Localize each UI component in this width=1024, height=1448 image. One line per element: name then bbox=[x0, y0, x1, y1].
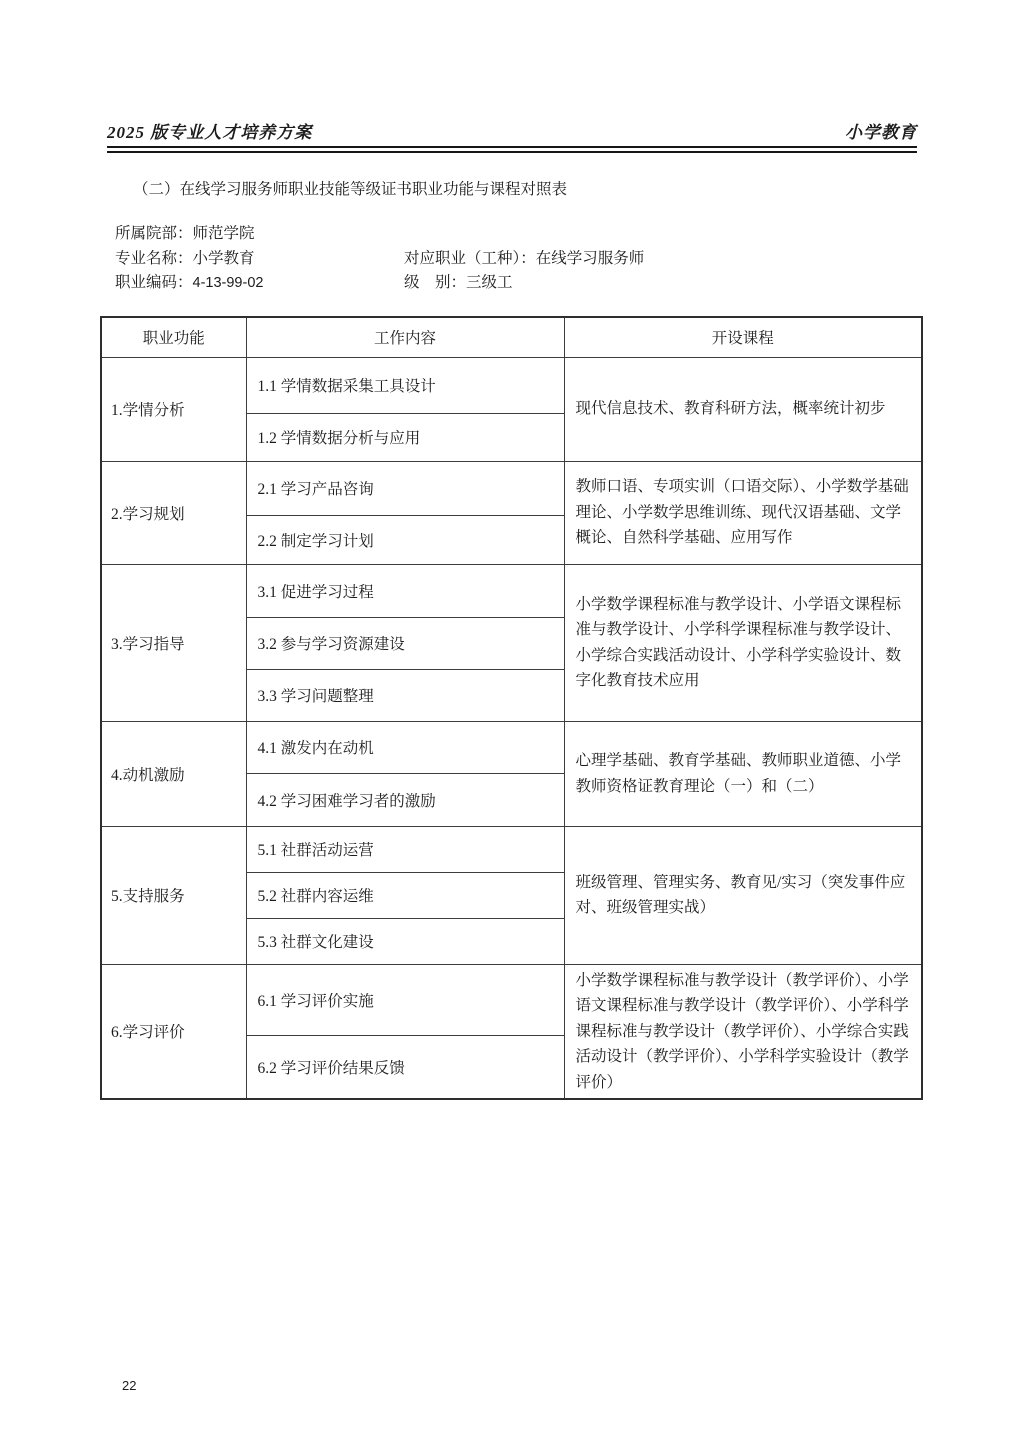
function-cell: 1.学情分析 bbox=[101, 357, 246, 461]
courses-cell: 现代信息技术、教育科研方法，概率统计初步 bbox=[564, 357, 922, 461]
task-cell: 1.2 学情数据分析与应用 bbox=[246, 413, 564, 461]
task-cell: 6.1 学习评价实施 bbox=[246, 964, 564, 1035]
table-row bbox=[101, 721, 922, 773]
table-row bbox=[101, 461, 922, 515]
task-cell: 6.2 学习评价结果反馈 bbox=[246, 1035, 564, 1099]
dept-label: 所属院部： bbox=[115, 225, 193, 242]
info-line-dept bbox=[115, 222, 815, 247]
header-double-rule bbox=[107, 146, 917, 153]
col-header-function: 职业功能 bbox=[101, 317, 246, 357]
code-label: 职业编码： bbox=[115, 274, 193, 291]
task-cell: 5.2 社群内容运维 bbox=[246, 872, 564, 918]
info-line-major bbox=[115, 247, 815, 272]
task-cell: 5.3 社群文化建设 bbox=[246, 918, 564, 964]
info-block bbox=[115, 222, 815, 296]
header-right-title: 小学教育 bbox=[845, 123, 917, 142]
function-course-table bbox=[100, 316, 923, 1100]
task-cell: 5.1 社群活动运营 bbox=[246, 826, 564, 872]
section-title: （二）在线学习服务师职业技能等级证书职业功能与课程对照表 bbox=[133, 181, 568, 198]
occupation-pair bbox=[404, 247, 644, 272]
level-label: 级 别： bbox=[404, 274, 467, 291]
courses-cell: 心理学基础、教育学基础、教师职业道德、小学教师资格证教育理论（一）和（二） bbox=[564, 721, 922, 826]
code-value: 4-13-99-02 bbox=[192, 275, 264, 291]
task-cell: 3.1 促进学习过程 bbox=[246, 564, 564, 617]
courses-cell: 小学数学课程标准与教学设计（教学评价）、小学语文课程标准与教学设计（教学评价）、小学科学课程标准与教学设计（教学评价）、小学综合实践活动设计（教学评价）、小学科学实验设计（教学评价） bbox=[564, 964, 922, 1099]
table-row bbox=[101, 826, 922, 872]
task-cell: 4.2 学习困难学习者的激励 bbox=[246, 773, 564, 826]
task-cell: 1.1 学情数据采集工具设计 bbox=[246, 357, 564, 413]
task-cell: 4.1 激发内在动机 bbox=[246, 721, 564, 773]
level-pair bbox=[404, 271, 513, 296]
dept-value: 师范学院 bbox=[192, 225, 255, 242]
table-row bbox=[101, 357, 922, 413]
function-cell: 4.动机激励 bbox=[101, 721, 246, 826]
function-cell: 3.学习指导 bbox=[101, 564, 246, 721]
table-row bbox=[101, 564, 922, 617]
major-value: 小学教育 bbox=[192, 249, 255, 267]
task-cell: 3.2 参与学习资源建设 bbox=[246, 617, 564, 669]
task-cell: 2.2 制定学习计划 bbox=[246, 515, 564, 564]
col-header-courses: 开设课程 bbox=[564, 317, 922, 357]
function-cell: 6.学习评价 bbox=[101, 964, 246, 1099]
page-number: 22 bbox=[122, 1378, 137, 1393]
col-header-task: 工作内容 bbox=[246, 317, 564, 357]
courses-cell: 小学数学课程标准与教学设计、小学语文课程标准与教学设计、小学科学课程标准与教学设计、小学综合实践活动设计、小学科学实验设计、数字化教育技术应用 bbox=[564, 564, 922, 721]
table-row bbox=[101, 964, 922, 1035]
occupation-label: 对应职业（工种）： bbox=[404, 249, 536, 267]
occupation-value: 在线学习服务师 bbox=[535, 249, 645, 267]
table-header-row bbox=[101, 317, 922, 357]
function-cell: 5.支持服务 bbox=[101, 826, 246, 964]
running-header bbox=[107, 118, 917, 143]
level-value: 三级工 bbox=[466, 274, 513, 291]
task-cell: 2.1 学习产品咨询 bbox=[246, 461, 564, 515]
major-label: 专业名称： bbox=[115, 249, 193, 267]
courses-cell: 教师口语、专项实训（口语交际）、小学数学基础理论、小学数学思维训练、现代汉语基础、文学概论、自然科学基础、应用写作 bbox=[564, 461, 922, 564]
courses-cell: 班级管理、管理实务、教育见/实习（突发事件应对、班级管理实战） bbox=[564, 826, 922, 964]
info-line-code bbox=[115, 271, 815, 296]
header-left-title: 2025 版专业人才培养方案 bbox=[107, 123, 313, 142]
task-cell: 3.3 学习问题整理 bbox=[246, 669, 564, 721]
function-cell: 2.学习规划 bbox=[101, 461, 246, 564]
